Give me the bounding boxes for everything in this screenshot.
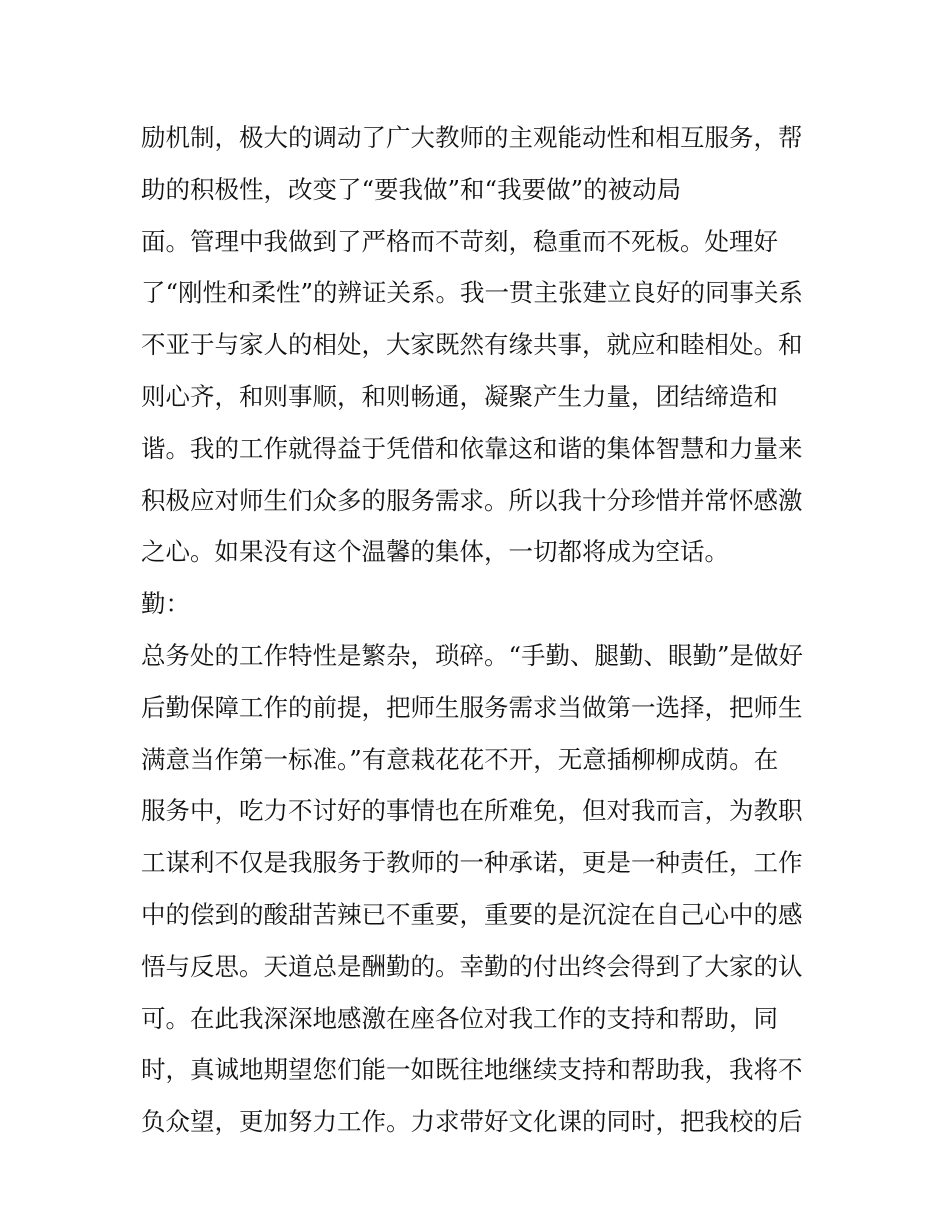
text-line: 则心齐，和则事顺，和则畅通，凝聚产生力量，团结缔造和 xyxy=(141,381,778,411)
text-line: 时，真诚地期望您们能一如既往地继续支持和帮助我，我将不 xyxy=(141,1055,803,1085)
text-line: 总务处的工作特性是繁杂，琐碎。“手勤、腿勤、眼勤”是做好 xyxy=(141,640,804,670)
text-line: 负众望，更加努力工作。力求带好文化课的同时，把我校的后 xyxy=(141,1107,803,1137)
text-line: 不亚于与家人的相处，大家既然有缘共事，就应和睦相处。和 xyxy=(141,330,803,360)
text-line: 可。在此我深深地感激在座各位对我工作的支持和帮助，同 xyxy=(141,1003,778,1033)
text-line: 助的积极性，改变了“要我做”和“我要做”的被动局 xyxy=(141,174,682,204)
text-line: 工谋利不仅是我服务于教师的一种承诺，更是一种责任，工作 xyxy=(141,848,803,878)
text-line: 满意当作第一标准。”有意栽花花不开，无意插柳柳成荫。在 xyxy=(141,744,779,774)
text-line: 积极应对师生们众多的服务需求。所以我十分珍惜并常怀感激 xyxy=(141,485,803,515)
body-text xyxy=(141,112,821,1148)
text-line: 后勤保障工作的前提，把师生服务需求当做第一选择，把师生 xyxy=(141,692,803,722)
section-heading: 勤： xyxy=(141,589,190,619)
text-line: 面。管理中我做到了严格而不苛刻，稳重而不死板。处理好 xyxy=(141,226,778,256)
text-line: 励机制，极大的调动了广大教师的主观能动性和相互服务，帮 xyxy=(141,123,803,152)
text-line: 中的偿到的酸甜苦辣已不重要，重要的是沉淀在自己心中的感 xyxy=(141,899,803,929)
text-line: 服务中，吃力不讨好的事情也在所难免，但对我而言，为教职 xyxy=(141,796,803,826)
text-line: 之心。如果没有这个温馨的集体，一切都将成为空话。 xyxy=(141,537,729,567)
text-line: 了“刚性和柔性”的辨证关系。我一贯主张建立良好的同事关系 xyxy=(141,278,804,308)
text-line: 悟与反思。天道总是酬勤的。幸勤的付出终会得到了大家的认 xyxy=(141,951,803,981)
text-line: 谐。我的工作就得益于凭借和依靠这和谐的集体智慧和力量来 xyxy=(141,433,803,463)
